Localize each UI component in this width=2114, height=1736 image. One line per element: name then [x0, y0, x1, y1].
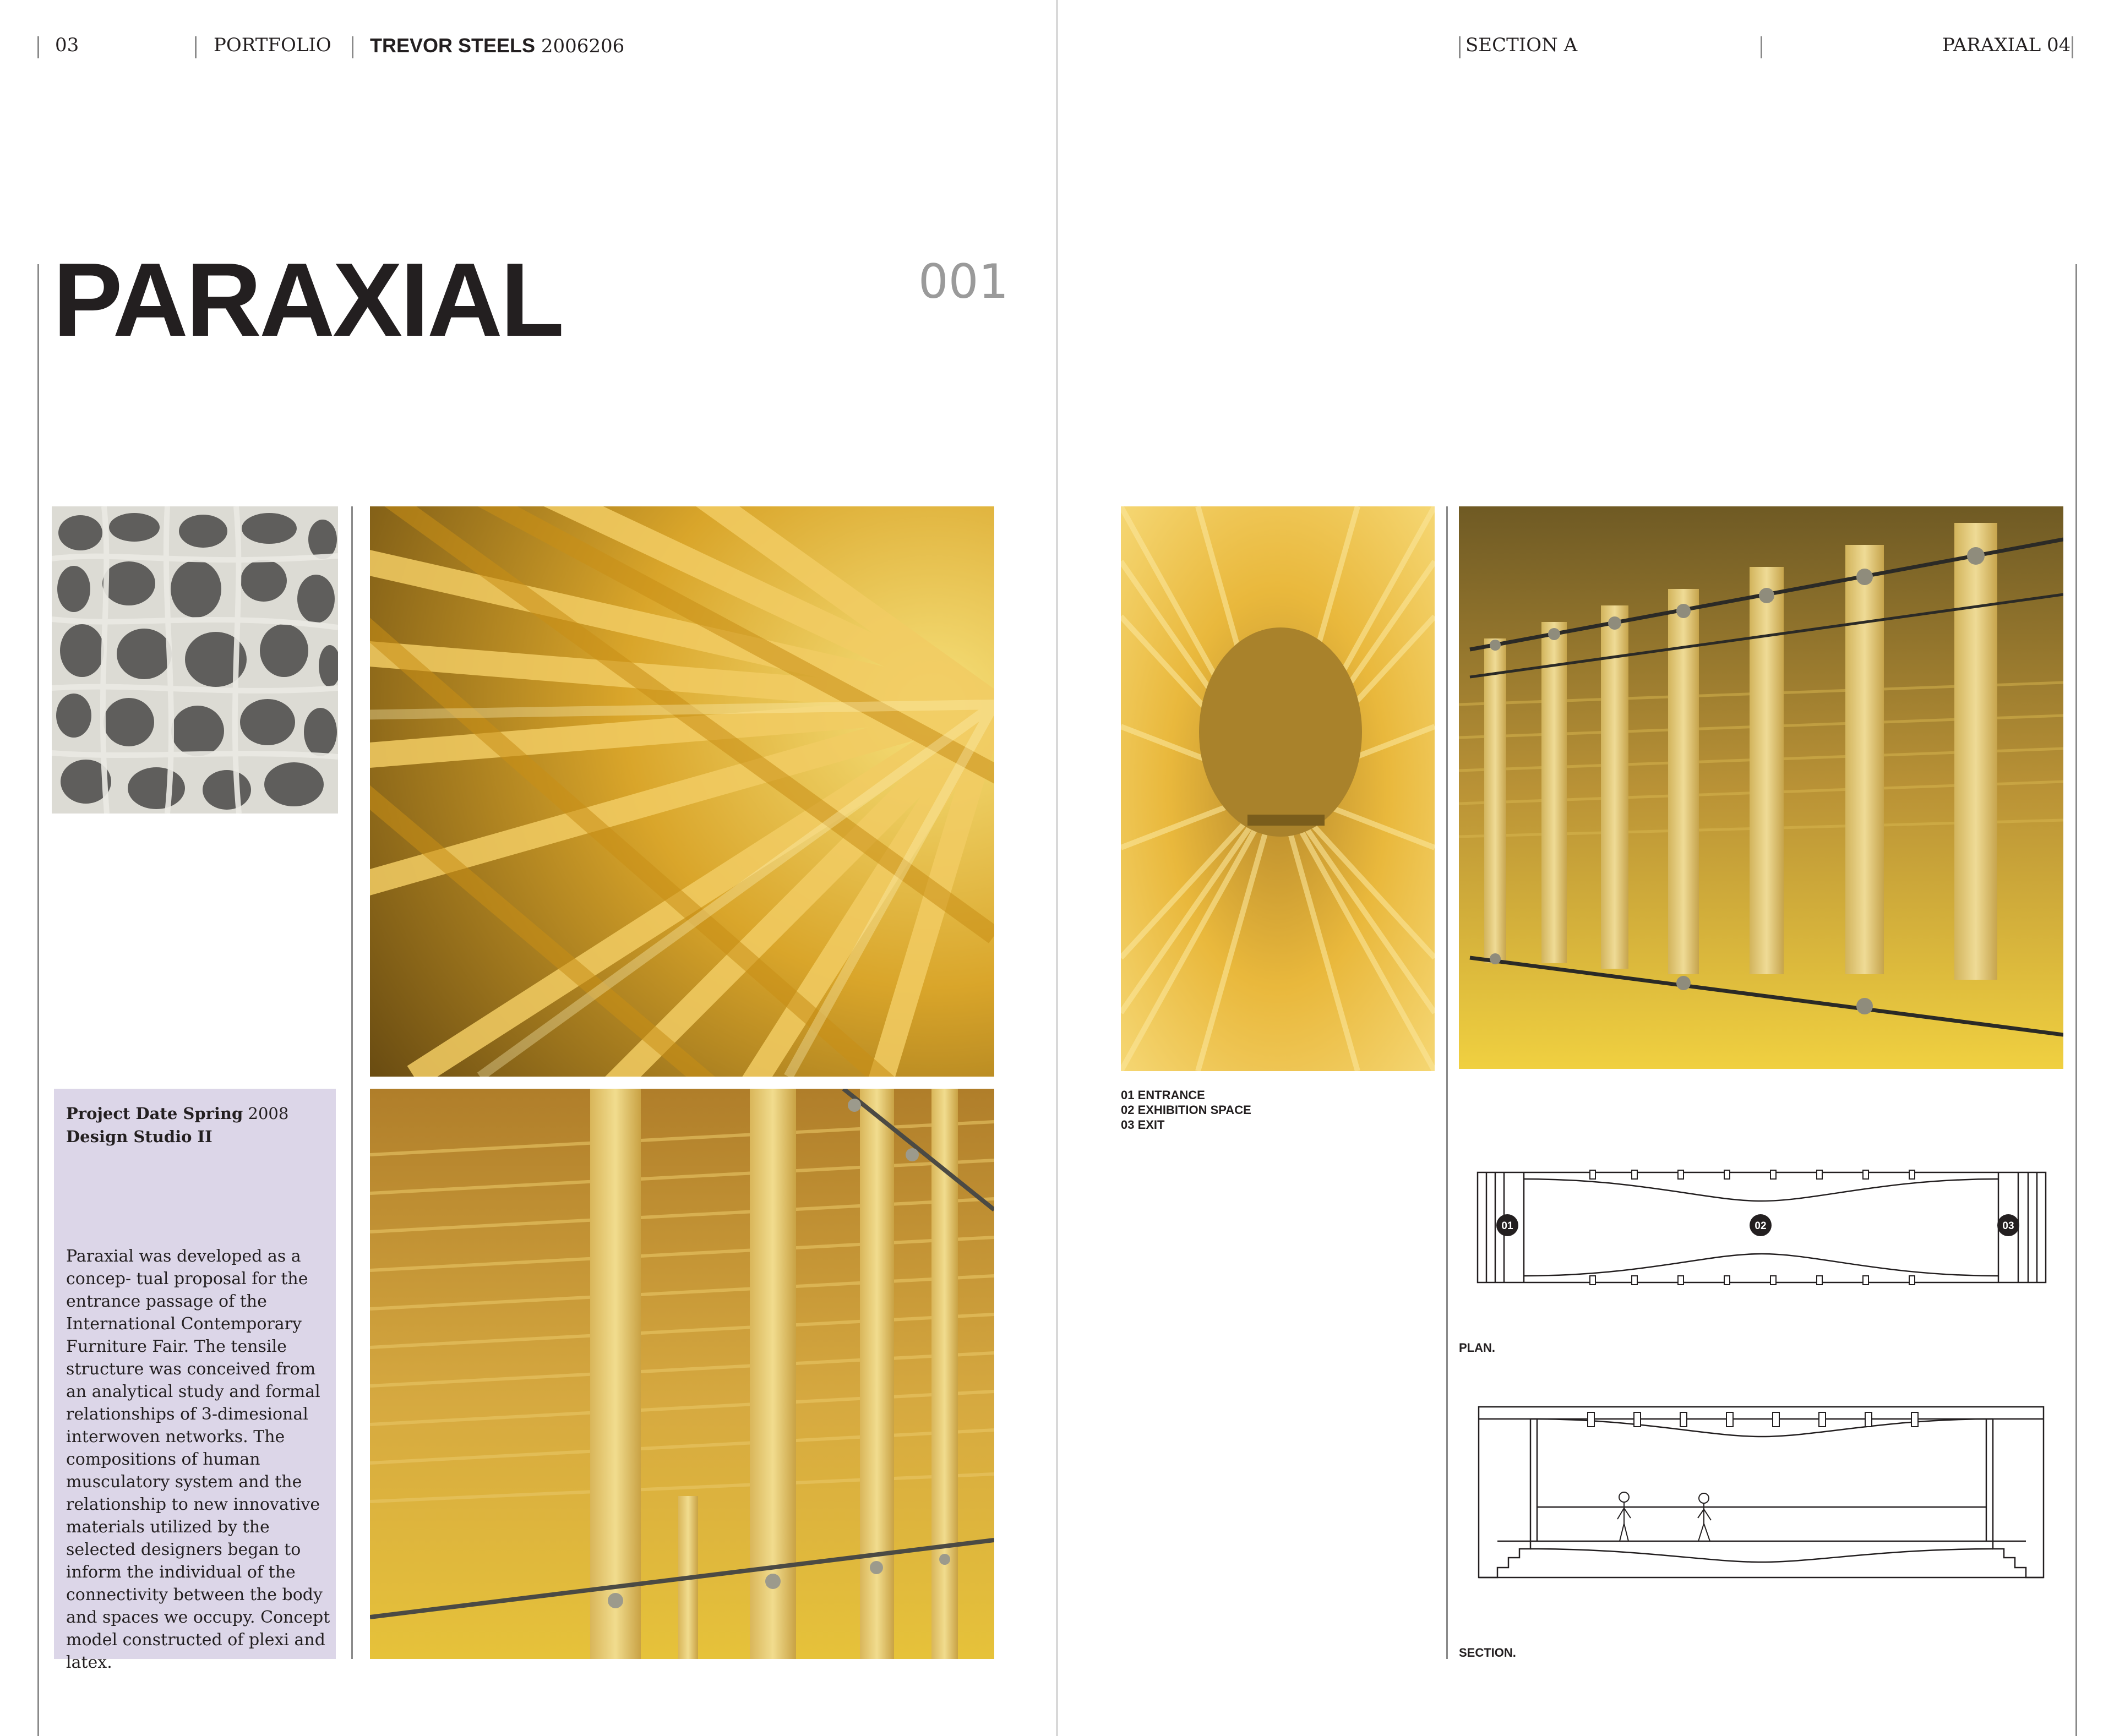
legend-item: 02 EXHIBITION SPACE: [1121, 1103, 1251, 1117]
project-meta: [66, 1102, 324, 1148]
spine-rule: [1056, 0, 1058, 1736]
right-margin-rule: [2075, 264, 2077, 1736]
project-course: Design Studio II: [66, 1127, 213, 1147]
legend-item: 01 ENTRANCE: [1121, 1088, 1205, 1102]
project-info-box: [54, 1089, 336, 1672]
plan-marker-exit: 03: [2002, 1220, 2014, 1232]
column-rule: [1446, 506, 1448, 1659]
cellular-texture-image: [52, 506, 338, 814]
section-drawing: [1475, 1402, 2048, 1584]
left-margin-rule: [37, 264, 39, 1736]
plan-marker-entrance: 01: [1501, 1220, 1513, 1232]
header-rule: [195, 36, 197, 58]
author-id: 2006206: [541, 35, 625, 57]
plan-marker-exhibition: 02: [1755, 1220, 1767, 1232]
model-photo-columns: [370, 1089, 994, 1659]
space-legend: [1121, 1088, 1251, 1132]
model-photo-entrance-opening: [1121, 506, 1435, 1071]
page-title: PARAXIAL: [53, 242, 563, 358]
section-label: SECTION.: [1459, 1646, 1516, 1659]
project-description: Paraxial was developed as a concep- tual proposal for the entrance passage of the International Contemporary Furniture Fair. The tensile structure was conceived from an analytical study and formal relationships of 3-dimesional interwoven networks. The compositions of human musculatory system and the relationship to new innovative materials utilized by the selected designers began to inform the individual of the connectivity between the body and spaces we occupy. Concept model constructed of plexi and latex.: [66, 1247, 330, 1672]
header-rule: [37, 36, 39, 58]
header-rule: [1459, 36, 1461, 58]
plan-label: PLAN.: [1459, 1341, 1495, 1355]
header-rule: [352, 36, 353, 58]
header-author: [370, 34, 624, 57]
plan-drawing: [1475, 1166, 2048, 1286]
project-date-value: 2008: [248, 1104, 289, 1123]
legend-item: 03 EXIT: [1121, 1118, 1165, 1132]
model-photo-radiating-strips: [370, 506, 994, 1077]
header-rule: [2072, 36, 2073, 58]
header-section-right: SECTION A: [1465, 34, 1578, 56]
page-label-right: PARAXIAL 04: [1942, 34, 2071, 56]
header-rule: [1761, 36, 1762, 58]
project-date-label: Project Date Spring: [66, 1104, 243, 1123]
page-number: 03: [55, 34, 79, 56]
header-section: PORTFOLIO: [214, 34, 331, 56]
author-name: TREVOR STEELS: [370, 34, 536, 57]
model-photo-rod-frame: [1459, 506, 2063, 1069]
column-rule: [351, 506, 353, 1659]
project-number: 001: [918, 254, 1009, 309]
